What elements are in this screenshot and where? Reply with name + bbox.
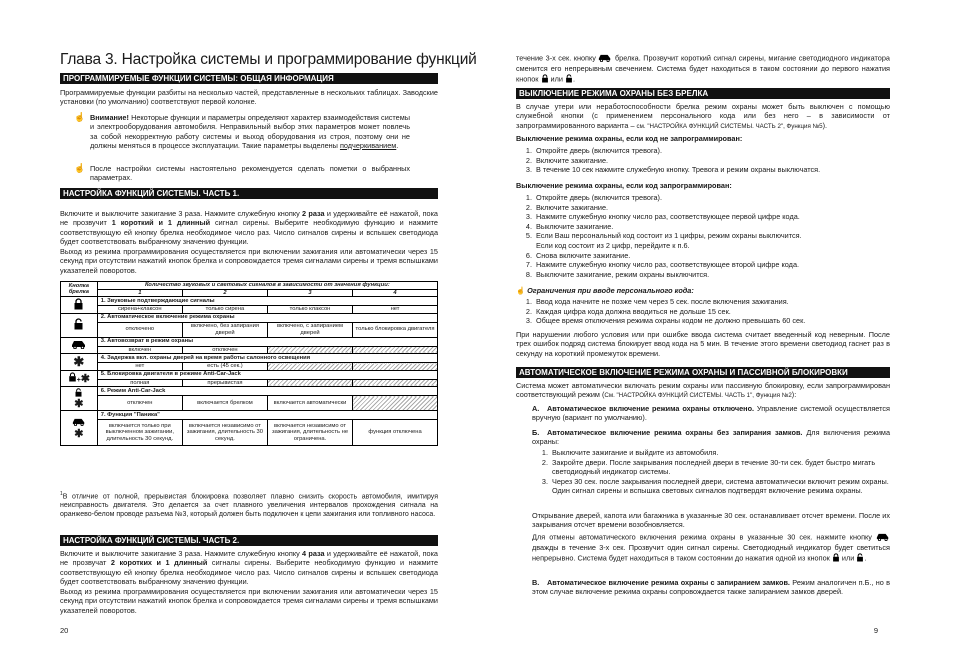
table-cell: полная	[97, 379, 182, 387]
variant-v-text: Автоматическое включение режима охраны с запиранием замков. Режим аналогичен п.Б., но в этом случае включение режима охраны сопровождается также запиранием замков дверей.	[532, 578, 891, 597]
table-cell: включается автоматически	[267, 396, 352, 411]
function-name: 7. Функция "Паника"	[97, 411, 437, 420]
list-item: 3. Общее время отключения режима охраны кодом не должно превышать 60 сек.	[525, 316, 806, 326]
page-number: 20	[60, 626, 69, 635]
table-header-main: Количество звуковых и световых сигналов в зависимости от значения функции:	[97, 282, 437, 290]
table-cell: включено, без запирания дверей	[182, 322, 267, 337]
variant-a-text: Автоматическое включение режима охраны отключено. Управление системой осуществляется вручную (вариант по умолчанию).	[532, 404, 890, 423]
list-item: 1. Откройте дверь (включится тревога).	[525, 193, 662, 202]
footnote-marker: 1	[60, 491, 63, 497]
function-name: 5. Блокировка двигателя в режиме Anti-Car-Jack	[97, 370, 437, 379]
table-cell-empty	[267, 363, 352, 371]
table-col-4: 4	[353, 289, 438, 297]
table-cell-empty	[267, 346, 352, 354]
table-cell-empty	[353, 396, 438, 411]
table-cell: включен	[97, 346, 182, 354]
table-cell: включается только при выключенном зажигании, длительность 30 секунд.	[97, 420, 182, 446]
section-bar-part1: НАСТРОЙКА ФУНКЦИЙ СИСТЕМЫ. ЧАСТЬ 1.	[60, 188, 438, 199]
lock-plus-asterisk-icon: +✱	[61, 370, 98, 387]
car-asterisk-icon: ✱	[61, 411, 98, 446]
table-cell: есть (45 сек.)	[182, 363, 267, 371]
warning-note	[90, 113, 410, 150]
section-bar-disarm: ВЫКЛЮЧЕНИЕ РЕЖИМА ОХРАНЫ БЕЗ БРЕЛКА	[516, 88, 890, 99]
list-item: 4. Выключите зажигание.	[525, 221, 614, 231]
variant-b-text: Автоматическое включение режима охраны без запирания замков. Для включения режима охраны:	[532, 428, 891, 447]
table-cell: нет	[353, 306, 438, 314]
list-item: 1. Ввод кода начните не позже чем через 5 сек. после включения зажигания.	[525, 297, 789, 306]
table-cell-empty	[353, 346, 438, 354]
pointing-hand-icon: ☝	[74, 163, 86, 173]
list-item: 5. Если Ваш персональный код состоит из 1 цифры, режим охраны выключится.	[525, 231, 802, 241]
warning-underline: подчеркиванием	[339, 140, 397, 150]
list-item: 3. Через 30 сек. после закрывания последней двери, система автоматически включит режим охраны. Один сигнал сирены и вспышка световых сигналов подтвердят включение режима охраны.	[541, 476, 889, 496]
table-cell: сирена+клаксон	[97, 306, 182, 314]
warning-end: .	[396, 140, 399, 150]
list-item-note: Если код состоит из 2 цифр, перейдите к п.6.	[536, 240, 690, 250]
list-item: 2. Каждая цифра кода должна вводиться не дольше 15 сек.	[525, 306, 731, 316]
list-item: 2. Закройте двери. После закрывания последней двери в течение 30-ти сек. будет быстро мигать светодиодный индикатор системы.	[541, 457, 876, 477]
table-cell: нет	[97, 363, 182, 371]
footnote	[60, 490, 438, 519]
section-bar-general: ПРОГРАММИРУЕМЫЕ ФУНКЦИИ СИСТЕМЫ: ОБЩАЯ ИНФОРМАЦИЯ	[60, 73, 438, 84]
car-icon	[876, 532, 890, 543]
pointing-hand-icon: ☝	[74, 112, 86, 122]
table-cell: только блокировка двигателя	[353, 322, 438, 337]
doors-open-paragraph: Открывание дверей, капота или багажника в указанные 30 сек. останавливает отсчет времени. После их закрывания отсчет времени возобновляется.	[532, 511, 890, 530]
settings-note: После настройки системы настоятельно рекомендуется сделать пометки о выбранных параметрах.	[90, 164, 410, 183]
lock-icon	[541, 74, 549, 85]
disarm-paragraph: В случае утери или неработоспособности брелка режим охраны может быть выключен с помощью служебной кнопки (с применением персонального кода или без него – в зависимости от запрограммированного варианта – см. "НАСТРОЙКА ФУНКЦИЙ СИСТЕМЫ. ЧАСТЬ 2", Функция №5).	[516, 102, 890, 130]
section-bar-part2: НАСТРОЙКА ФУНКЦИЙ СИСТЕМЫ. ЧАСТЬ 2.	[60, 535, 438, 546]
variant-a-label: А.	[532, 404, 540, 413]
table-header-button: Кнопка брелка	[61, 282, 98, 297]
list-item: 2. Включите зажигание.	[525, 202, 609, 212]
function-name: 4. Задержка вкл. охраны дверей на время работы салонного освещения	[97, 354, 437, 363]
table-cell: включено, с запиранием дверей	[267, 322, 352, 337]
list-item: 1. Откройте дверь (включится тревога).	[525, 146, 662, 155]
list-item: 3. В течение 10 сек нажмите служебную кнопку. Тревога и режим охраны выключатся.	[525, 165, 821, 175]
chapter-title: Глава 3. Настройка системы и программирование функций	[60, 51, 477, 68]
functions-table	[60, 281, 438, 446]
auto-arm-paragraph: Система может автоматически включать режим охраны или пассивную блокировку, если запрограммирован соответствующий режим (См. "НАСТРОЙКА ФУНКЦИЙ СИСТЕМЫ. ЧАСТЬ 1", Функция №2):	[516, 381, 890, 400]
list-item: 2. Включите зажигание.	[525, 155, 609, 165]
table-col-1: 1	[97, 289, 182, 297]
table-cell: включается независимо от зажигания, длительность не ограничена.	[267, 420, 352, 446]
table-col-2: 2	[182, 289, 267, 297]
code-list	[516, 193, 890, 279]
part2-paragraph: Включите и выключите зажигание 3 раза. Нажмите служебную кнопку 4 раза и удерживайте её нажатой, пока не прозвучат 2 коротких и 1 длинный сигналы сирены. Выберите необходимую функцию и нажмите соответствующую ей кнопку брелка необходимое число раз. Число сигналов сирены и вспышек светодиода будет соответствовать выбранному значению функции.	[60, 549, 439, 586]
table-cell: прерывистая	[182, 379, 267, 387]
list-item: 8. Выключите зажигание, режим охраны выключится.	[525, 269, 710, 279]
table-cell: включается независимо от зажигания, длительность 30 секунд.	[182, 420, 267, 446]
table-cell: функция отключена	[353, 420, 438, 446]
no-code-list	[516, 146, 890, 175]
function-name: 6. Режим Anti-Car-Jack	[97, 387, 437, 396]
code-heading: Выключение режима охраны, если код запрограммирован:	[516, 181, 732, 190]
lock-icon	[61, 297, 98, 314]
car-icon	[598, 53, 612, 64]
plus-sign: +	[76, 377, 81, 384]
part1-paragraph: Включите и выключите зажигание 3 раза. Нажмите служебную кнопку 2 раза и удерживайте её нажатой, пока не прозвучит 1 короткий и 1 длинный сигнал сирены. Выберите необходимую функцию и нажмите соответствующую ей кнопку брелка необходимое число раз. Число сигналов сирены и вспышек светодиода будет соответствовать выбранному значению функции.	[60, 209, 438, 246]
function-name: 2. Автоматическое включение режима охраны	[97, 313, 437, 322]
list-item: 3. Нажмите служебную кнопку число раз, соответствующее первой цифре кода.	[525, 212, 800, 222]
part2-exit-paragraph: Выход из режима программирования осуществляется при включении зажигания или автоматически через 15 секунд при отсутствии нажатий кнопок брелка и сопровождается тремя сигналами сирены и тремя вспышками указателей поворотов.	[60, 587, 438, 615]
left-page	[60, 0, 477, 661]
list-item: 1. Выключите зажигание и выйдите из автомобиля.	[541, 448, 719, 457]
table-cell-empty	[353, 363, 438, 371]
unlock-icon	[61, 313, 98, 337]
table-cell: отключено	[97, 322, 182, 337]
unlock-asterisk-icon: ✱	[61, 387, 98, 411]
table-cell: отключен	[97, 396, 182, 411]
restrictions-list	[516, 297, 890, 326]
footnote-text: В отличие от полной, прерывистая блокировка позволяет плавно снизить скорость автомобиля, имитируя неисправность двигателя. Это делается за счет плавного увеличения интервалов прохождения сигнала на оранжево-белом проводе разъема №3, который должен быть подключен к цепи зажигания или топливного насоса.	[60, 493, 438, 519]
table-col-3: 3	[267, 289, 352, 297]
function-name: 1. Звуковые подтверждающие сигналы	[97, 297, 437, 306]
warning-label: Внимание!	[90, 113, 129, 122]
table-cell: только сирена	[182, 306, 267, 314]
warning-text: Некоторые функции и параметры определяют характер взаимодействия системы и электрооборудования автомобиля. Неправильный выбор этих параметров может повлечь за собой некорректную работу системы и выход оборудования из строя, поэтому они не должны меняться в процессе эксплуатации. Такие параметры выделены	[90, 113, 410, 150]
asterisk-icon: ✱	[61, 354, 98, 371]
code-error-paragraph: При нарушении любого условия или при ошибке ввода система считает введенный код неверным. После трех ошибок подряд система блокирует ввод кода на 5 мин. В течение этого времени светодиод гаснет раз в секунду на короткий промежуток времени.	[516, 330, 890, 358]
list-item: 7. Нажмите служебную кнопку число раз, соответствующее второй цифре кода.	[525, 260, 800, 270]
car-icon	[61, 337, 98, 354]
lock-icon	[832, 553, 840, 564]
continued-paragraph: течение 3-х сек. кнопку брелка. Прозвучит короткий сигнал сирены, мигание светодиодного индикатора сменится его непрерывным свечением. Система будет находиться в таком состоянии до первого нажатия кнопок или .	[516, 53, 890, 84]
intro-paragraph: Программируемые функции разбиты на несколько частей, представленные в нескольких таблицах. Заводские установки (по умолчанию) соответствуют первой колонке.	[60, 88, 438, 107]
no-code-heading: Выключение режима охраны, если код не запрограммирован:	[516, 134, 743, 143]
section-bar-auto-arm: АВТОМАТИЧЕСКОЕ ВКЛЮЧЕНИЕ РЕЖИМА ОХРАНЫ И ПАССИВНОЙ БЛОКИРОВКИ	[516, 367, 890, 378]
variant-b-list	[532, 448, 890, 496]
part1-exit-paragraph: Выход из режима программирования осуществляется при включении зажигания или автоматически через 15 секунд при отсутствии нажатий кнопок брелка и сопровождается тремя сигналами сирены и тремя вспышками указателей поворотов.	[60, 247, 438, 275]
table-cell: только клаксон	[267, 306, 352, 314]
variant-b-label: Б.	[532, 428, 540, 437]
list-item: 6. Снова включите зажигание.	[525, 250, 631, 260]
pointing-hand-icon: ☝	[516, 286, 526, 295]
cancel-paragraph: Для отмены автоматического включения режима охраны в указанные 30 сек. нажмите кнопку дважды в течение 3-х сек. Прозвучит один сигнал сирены. Светодиодный индикатор будет светиться непрерывно. Система будет находиться в таком состоянии до нажатия одной из кнопок или .	[532, 532, 890, 563]
table-cell-empty	[267, 379, 352, 387]
variant-v-label: В.	[532, 578, 540, 587]
table-cell: отключен	[182, 346, 267, 354]
table-cell-empty	[353, 379, 438, 387]
page-number: 9	[873, 626, 878, 635]
function-name: 3. Автовозврат в режим охраны	[97, 337, 437, 346]
unlock-icon	[565, 74, 573, 85]
right-page	[516, 0, 890, 661]
restrictions-heading: ☝ Ограничения при вводе персонального кода:	[516, 286, 694, 295]
table-cell: включается брелком	[182, 396, 267, 411]
